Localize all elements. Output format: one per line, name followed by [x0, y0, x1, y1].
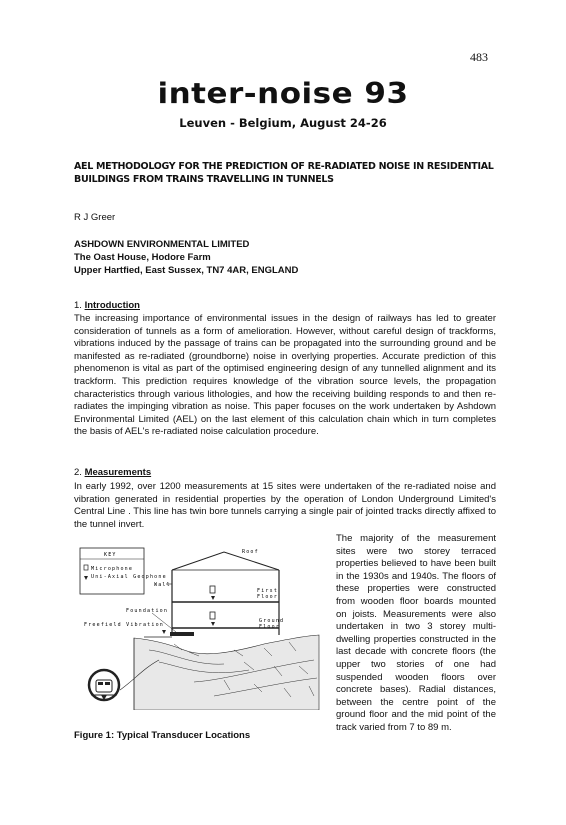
key-item: Uni-Axial Geophone	[91, 574, 167, 580]
paper-title: AEL METHODOLOGY FOR THE PREDICTION OF RE-RADIATED NOISE IN RESIDENTIAL BUILDINGS FROM TRAINS TRAVELLING IN TUNNELS	[74, 161, 494, 185]
roof-label: Roof	[242, 549, 259, 555]
geophone-icon	[211, 596, 215, 600]
freefield-label: Freefield Vibration	[84, 622, 164, 628]
figure-caption: Figure 1: Typical Transducer Locations	[74, 730, 251, 741]
ground-floor-label: Ground	[259, 618, 285, 624]
foundation-label: Foundation	[126, 608, 169, 614]
affiliation-line: The Oast House, Hodore Farm	[74, 252, 211, 263]
section-number: 1.	[74, 300, 82, 311]
geophone-icon	[211, 622, 215, 626]
wall-label: Wall	[154, 582, 171, 588]
key-item: Microphone	[91, 566, 134, 572]
conference-venue: Leuven - Belgium, August 24-26	[179, 116, 387, 130]
section-heading	[74, 467, 151, 478]
key-title: KEY	[104, 552, 117, 558]
affiliation-line: ASHDOWN ENVIRONMENTAL LIMITED	[74, 239, 250, 250]
geophone-icon	[84, 576, 88, 580]
paper-author: R J Greer	[74, 212, 116, 223]
microphone-icon	[210, 612, 215, 619]
body-paragraph: The increasing importance of environmental issues in the design of railways has led to greater consideration of tunnels as a form of amelioration. However, without careful design of trackforms, vibrations induced by the passage of trains can be propagated into the surrounding ground and be manifested as re-radiated (groundborne) noise in overlying properties. Accurate prediction of this phenomenon is vital as part of the optimised engineering design of any tunnelled alignment and its trackform. This prediction requires knowledge of the vibration source levels, the propagation characteristics through various lithologies, and how the receiving building responds to and then re-radiates the impinging vibration as noise. This paper focuses on the work undertaken by Ashdown Environmental Limited (AEL) on the last element of this calculation chain which in turn completes the basis of AEL's re-radiated noise calculation procedure.	[74, 313, 496, 438]
first-floor-label: Floor	[257, 594, 279, 600]
conference-logo: inter-noise 93	[157, 77, 409, 111]
section-title: Measurements	[84, 467, 152, 478]
section-title: Introduction	[84, 300, 140, 311]
author-affiliation	[74, 238, 298, 277]
roof-outline	[172, 552, 279, 570]
section-heading	[74, 300, 140, 311]
microphone-icon	[84, 565, 88, 570]
body-paragraph: The majority of the measurement sites were two storey terraced properties believed to have been built in the 1930s and 1940s. The floors of these properties were constructed from wooden floor boards mounted on joists. Measurements were also undertaken in two 3 storey multi-dwelling properties constructed in the last decade with concrete floors (the upper two stories of one had suspended wooden floors over concrete bases). Radial distances, between the centre point of the ground floor and the mid point of the track varied from 7 to 89 m.	[336, 533, 496, 733]
microphone-icon	[210, 586, 215, 593]
page-number: 483	[470, 50, 488, 64]
affiliation-line: Upper Hartfied, East Sussex, TN7 4AR, ENGLAND	[74, 265, 299, 276]
body-paragraph: In early 1992, over 1200 measurements at 15 sites were undertaken of the re-radiated noise and vibration generated in residential properties by the operation of London Underground Limited's Central Line . This line has twin bore tunnels carrying a single pair of jointed tracks directly affixed to the tunnel invert.	[74, 481, 496, 530]
train-icon	[96, 680, 112, 692]
section-number: 2.	[74, 467, 82, 478]
foundation-block	[170, 632, 194, 636]
first-floor-label: First	[257, 588, 279, 594]
ground-floor-label: Floor	[259, 624, 281, 630]
transducer-location-figure	[74, 540, 322, 710]
geophone-icon	[162, 630, 166, 634]
